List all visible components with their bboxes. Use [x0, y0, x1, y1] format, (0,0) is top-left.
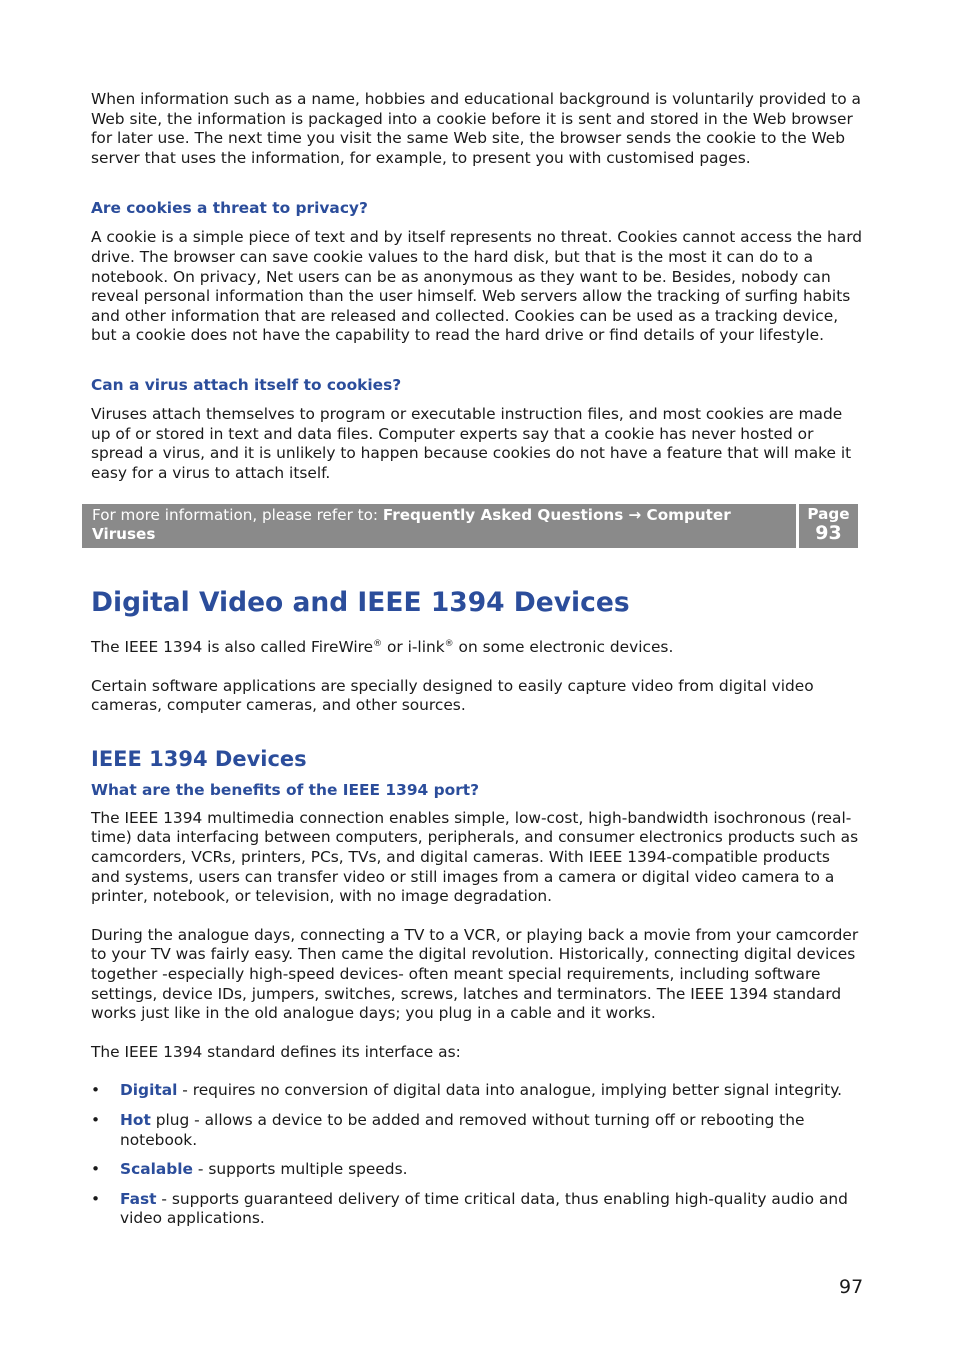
heading-benefits: What are the benefits of the IEEE 1394 port?: [91, 780, 480, 799]
list-item: [91, 1160, 863, 1180]
list-item-text: - requires no conversion of digital data into analogue, implying better signal integrity.: [177, 1081, 843, 1100]
benefits-paragraph-2: During the analogue days, connecting a TV to a VCR, or playing back a movie from your camcorder to your TV was fairly easy. Then came the digital revolution. Historically, connecting digital devices together -especially high-speed devices- often meant special requirements, including software settings, device IDs, jumpers, switches, screws, latches and terminators. The IEEE 1394 standard works just like in the old analogue days; you plug in a cable and it works.: [91, 925, 859, 1023]
reference-bar: [82, 504, 858, 548]
list-item-text: - supports multiple speeds.: [193, 1160, 408, 1179]
paragraph-cookie-privacy: A cookie is a simple piece of text and by itself represents no threat. Cookies cannot access the hard drive. The browser can save cookie values to the hard disk, but that is the most it can do to a notebook. On privacy, Net users can be as anonymous as they want to be. Besides, nobody can reveal personal information than the user himself. Web servers allow the tracking of surfing habits and other information that are released and collected. Cookies can be used as a tracking device, but a cookie does not have the capability to read the hard drive or find details of your lifestyle.: [91, 228, 863, 345]
reference-link[interactable]: Frequently Asked Questions → Computer Viruses: [92, 506, 731, 543]
interface-list: [91, 1081, 863, 1229]
firewire-text-c: on some electronic devices.: [453, 638, 674, 656]
reference-page-label: Page: [807, 505, 850, 523]
page-number: 97: [839, 1276, 864, 1298]
bullet-icon: •: [91, 1189, 101, 1208]
list-item-term: Digital: [120, 1081, 178, 1100]
reference-page-box: [799, 504, 858, 548]
section-title: Digital Video and IEEE 1394 Devices: [91, 587, 630, 618]
paragraph-cookie-virus: Viruses attach themselves to program or executable instruction files, and most cookies are made up of or stored in text and data files. Computer experts say that a cookie has never hosted or spread a virus, and it is unlikely to happen because cookies do not have a feature that will make it easy for a virus to attach itself.: [91, 404, 852, 482]
heading-cookie-virus: Can a virus attach itself to cookies?: [91, 375, 402, 394]
reference-prefix: For more information, please refer to:: [92, 506, 383, 524]
software-paragraph: Certain software applications are specially designed to easily capture video from digital video cameras, computer cameras, and other sources.: [91, 676, 814, 715]
registered-mark: ®: [373, 638, 383, 649]
benefits-paragraph-1: The IEEE 1394 multimedia connection enables simple, low-cost, high-bandwidth isochronous (real-time) data interfacing between computers, peripherals, and consumer electronics products such as camcorders, VCRs, printers, PCs, TVs, and digital cameras. With IEEE 1394-compatible products and systems, users can transfer video or still images from a camera or digital video camera to a printer, notebook, or television, with no image degradation.: [91, 808, 859, 906]
list-item-term: Fast: [120, 1189, 157, 1208]
bullet-icon: •: [91, 1160, 101, 1179]
list-item: [91, 1081, 863, 1101]
firewire-paragraph: [91, 638, 863, 658]
intro-paragraph: When information such as a name, hobbies and educational background is voluntarily provided to a Web site, the information is packaged into a cookie before it is sent and stored in the Web browser for later use. The next time you visit the same Web site, the browser sends the cookie to the Web server that uses the information, for example, to present you with customised pages.: [91, 90, 861, 167]
section-content: [91, 587, 863, 1229]
list-item: [91, 1190, 863, 1229]
registered-mark: ®: [444, 638, 454, 649]
list-item-term: Hot: [120, 1110, 151, 1129]
list-item-term: Scalable: [120, 1160, 193, 1179]
firewire-text-a: The IEEE 1394 is also called FireWire: [91, 638, 374, 656]
list-item: [91, 1111, 863, 1150]
list-item-text: plug - allows a device to be added and removed without turning off or rebooting the notebook.: [120, 1110, 805, 1149]
bullet-icon: •: [91, 1081, 101, 1100]
bullet-icon: •: [91, 1110, 101, 1129]
firewire-text-b: or i-link: [382, 638, 445, 656]
heading-cookie-privacy: Are cookies a threat to privacy?: [91, 199, 368, 218]
list-item-text: - supports guaranteed delivery of time critical data, thus enabling high-quality audio and video applications.: [120, 1189, 848, 1228]
reference-text: [82, 504, 796, 548]
reference-page-number[interactable]: 93: [815, 522, 842, 544]
page-content: [91, 90, 863, 483]
benefits-paragraph-3: The IEEE 1394 standard defines its interface as:: [91, 1042, 461, 1061]
subsection-title: IEEE 1394 Devices: [91, 746, 307, 771]
